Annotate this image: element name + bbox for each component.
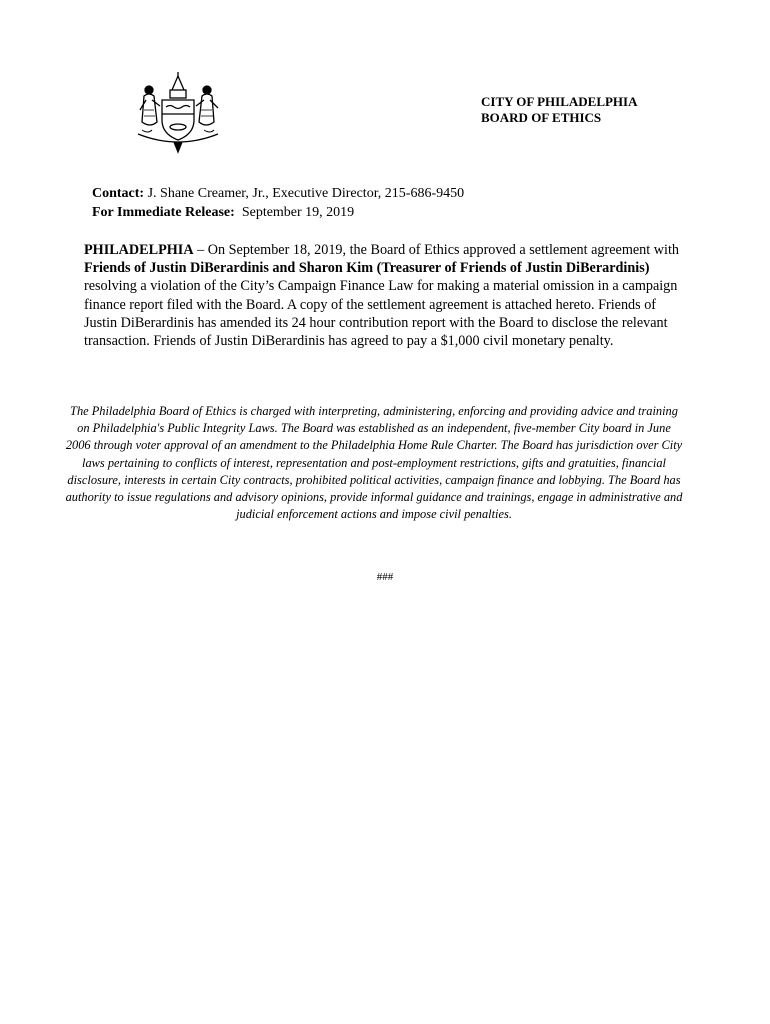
organization-line-city: CITY OF PHILADELPHIA <box>481 94 638 109</box>
release-label: For Immediate Release: <box>92 205 235 220</box>
contact-block <box>92 184 464 222</box>
contact-line <box>92 184 464 203</box>
release-date: September 19, 2019 <box>234 205 355 220</box>
city-of-philadelphia-seal-icon <box>132 70 224 154</box>
settlement-parties: Friends of Justin DiBerardinis and Sharon Kim (Treasurer of Friends of Justin DiBerardinis) <box>84 260 650 277</box>
organization-name <box>481 94 638 126</box>
release-line <box>92 203 464 222</box>
contact-label: Contact: <box>92 186 145 201</box>
press-release-intro: – On September 18, 2019, the Board of Ethics approved a settlement agreement with <box>193 242 679 258</box>
contact-value: J. Shane Creamer, Jr., Executive Director, 215-686-9450 <box>144 186 465 201</box>
end-mark: ### <box>376 571 394 583</box>
press-release-details: resolving a violation of the City’s Campaign Finance Law for making a material omission in a campaign finance report filed with the Board. A copy of the settlement agreement is attached hereto. Friends of Justin DiBerardinis has amended its 24 hour contribution report with the Board to disclose the relevant transaction. Friends of Justin DiBerardinis has agreed to pay a $1,000 civil monetary penalty. <box>84 278 678 350</box>
press-release-paragraph <box>84 241 690 350</box>
organization-line-board: BOARD OF ETHICS <box>481 110 602 125</box>
dateline: PHILADELPHIA <box>84 242 194 258</box>
about-board-statement: The Philadelphia Board of Ethics is charged with interpreting, administering, enforcing and providing advice and training on Philadelphia's Public Integrity Laws. The Board was established as an independent, five-member City board in June 2006 through voter approval of an amendment to the Philadelphia Home Rule Charter. The Board has jurisdiction over City laws pertaining to conflicts of interest, representation and post-employment restrictions, gifts and gratuities, financial disclosure, interests in certain City contracts, prohibited political activities, campaign finance and lobbying. The Board has authority to issue regulations and advisory opinions, provide informal guidance and trainings, engage in administrative and judicial enforcement actions and impose civil penalties. <box>65 404 683 522</box>
